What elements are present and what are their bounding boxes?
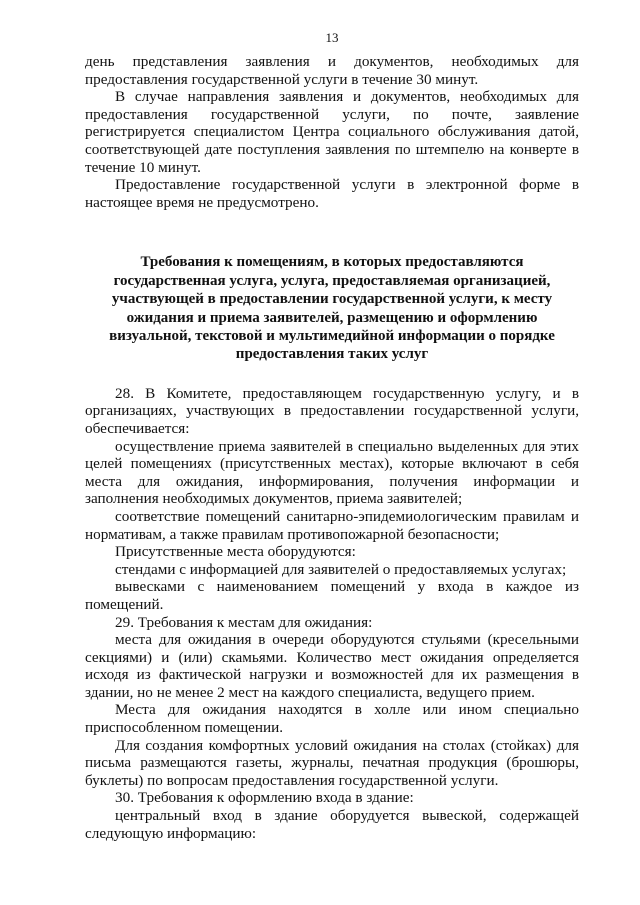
paragraph: 28. В Комитете, предоставляющем государственную услугу, и в организациях, участвующих в предоставлении государственной услуги, обеспечивается: bbox=[85, 384, 579, 437]
paragraph: 30. Требования к оформлению входа в здание: bbox=[115, 789, 414, 807]
paragraph: осуществление приема заявителей в специально выделенных для этих целей помещениях (присутственных местах), которые включают в себя места для ожидания, информирования, получения информации и заполнения необходимых документов, приема заявителей; bbox=[85, 437, 579, 508]
paragraph: Для создания комфортных условий ожидания на столах (стойках) для письма размещаются газеты, журналы, печатная продукция (брошюры, буклеты) по вопросам предоставления государственной услуги. bbox=[85, 736, 579, 789]
paragraph: Присутственные места оборудуются: bbox=[115, 543, 356, 561]
paragraph: день представления заявления и документов, необходимых для предоставления государственной услуги в течение 30 минут. bbox=[85, 53, 579, 88]
section-heading: Требования к помещениям, в которых предоставляются государственная услуга, услуга, предоставляемая организацией, участвующей в предоставлении государственной услуги, к месту ожидания и приема заявителей, размещению и оформлению визуальной, текстовой и мультимедийной информации о порядке предоставления таких услуг bbox=[109, 254, 555, 363]
paragraph: вывесками с наименованием помещений у входа в каждое из помещений. bbox=[85, 578, 579, 613]
paragraph: центральный вход в здание оборудуется вывеской, содержащей следующую информацию: bbox=[85, 807, 579, 842]
paragraph: В случае направления заявления и документов, необходимых для предоставления государственной услуги, по почте, заявление регистрируется специалистом Центра социального обслуживания датой, соответствующей дате поступления заявления по штемпелю на конверте в течение 10 минут. bbox=[85, 88, 579, 176]
page-number: 13 bbox=[325, 30, 339, 45]
paragraph: Предоставление государственной услуги в электронной форме в настоящее время не предусмотрено. bbox=[85, 176, 579, 211]
paragraph: стендами с информацией для заявителей о предоставляемых услугах; bbox=[115, 560, 567, 578]
paragraph: 29. Требования к местам для ожидания: bbox=[115, 613, 373, 631]
paragraph: соответствие помещений санитарно-эпидемиологическим правилам и нормативам, а также правилам противопожарной безопасности; bbox=[85, 507, 579, 543]
paragraph: места для ожидания в очереди оборудуются стульями (кресельными секциями) и (или) скамьями. Количество мест ожидания определяется исходя из фактической нагрузки и возможностей для их размещения в здании, но не менее 2 мест на каждого специалиста, ведущего прием. bbox=[85, 631, 579, 701]
paragraph: Места для ожидания находятся в холле или ином специально приспособленном помещении. bbox=[85, 701, 579, 737]
document-page bbox=[85, 30, 579, 842]
